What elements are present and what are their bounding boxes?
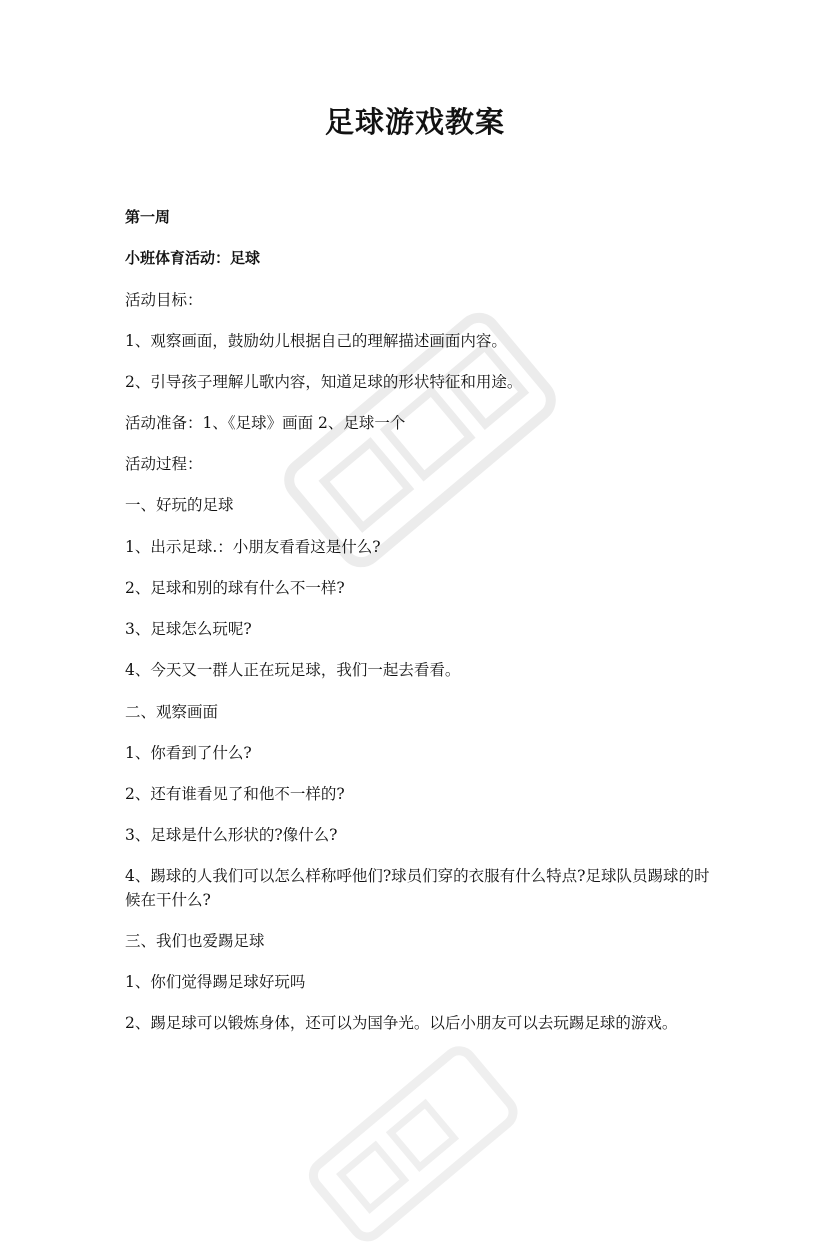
goal-item: 2、引导孩子理解儿歌内容，知道足球的形状特征和用途。: [125, 373, 523, 391]
week-heading: 第一周: [125, 208, 171, 226]
activity-heading: 小班体育活动：足球: [125, 249, 261, 267]
list-item: 2、足球和别的球有什么不一样?: [125, 579, 345, 597]
goals-label: 活动目标：: [125, 291, 203, 309]
list-item: 1、你们觉得踢足球好玩吗: [125, 973, 306, 991]
list-item: 1、出示足球.：小朋友看看这是什么?: [125, 538, 381, 556]
list-item: 3、足球怎么玩呢?: [125, 620, 252, 638]
list-item: 3、足球是什么形状的?像什么?: [125, 826, 338, 844]
goal-item: 1、观察画面，鼓励幼儿根据自己的理解描述画面内容。: [125, 332, 507, 350]
list-item: 2、还有谁看见了和他不一样的?: [125, 785, 345, 803]
section-heading: 一、好玩的足球: [125, 496, 234, 514]
list-item: 4、今天又一群人正在玩足球，我们一起去看看。: [125, 661, 461, 679]
process-label: 活动过程：: [125, 455, 203, 473]
preparation-line: 活动准备：1、《足球》画面 2、足球一个: [125, 414, 406, 432]
list-item: 4、踢球的人我们可以怎么样称呼他们?球员们穿的衣服有什么特点?足球队员踢球的时候在干什么?: [125, 867, 710, 909]
document-title: 足球游戏教案: [324, 105, 505, 139]
watermark-stamp-icon: [287, 1023, 533, 1256]
list-item: 2、踢足球可以锻炼身体，还可以为国争光。以后小朋友可以去玩踢足球的游戏。: [125, 1014, 678, 1032]
list-item: 1、你看到了什么?: [125, 744, 252, 762]
section-heading: 二、观察画面: [125, 703, 219, 721]
section-heading: 三、我们也爱踢足球: [125, 932, 265, 950]
